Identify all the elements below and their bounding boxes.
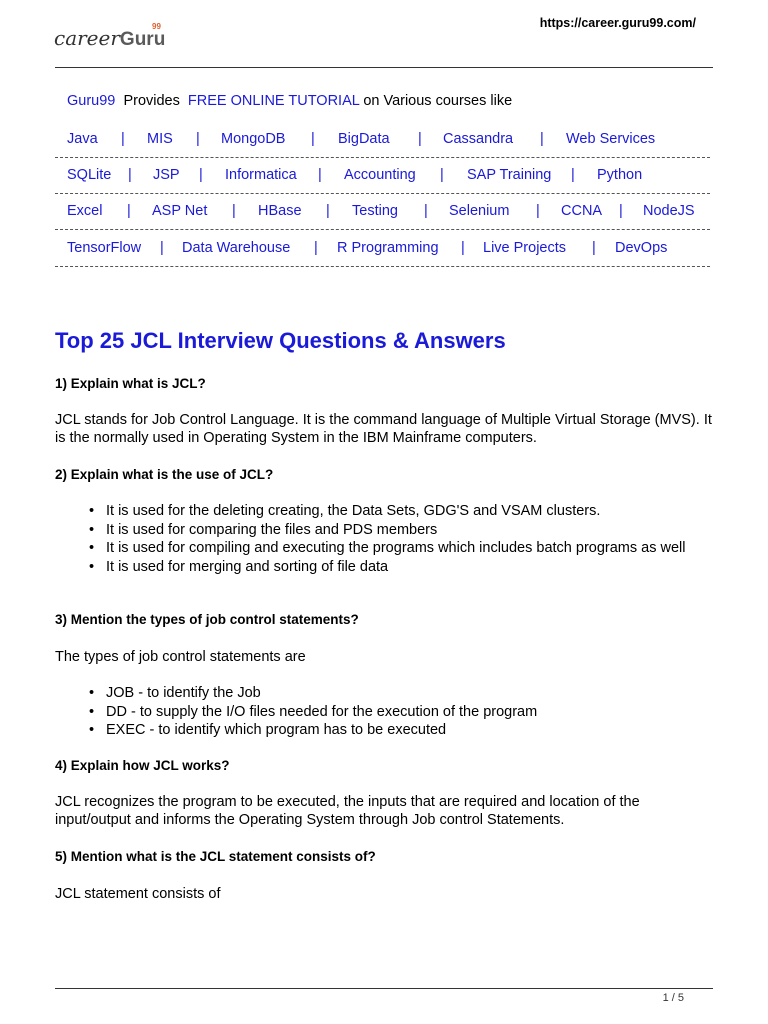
course-link-bigdata[interactable]: BigData xyxy=(338,131,390,147)
course-separator: | xyxy=(232,203,236,219)
intro-suffix: on Various courses like xyxy=(363,93,513,109)
page-title: Top 25 JCL Interview Questions & Answers xyxy=(55,328,506,353)
course-link-excel[interactable]: Excel xyxy=(67,203,103,219)
course-link-ccna[interactable]: CCNA xyxy=(561,203,603,219)
intro-provides: Provides xyxy=(123,93,180,109)
course-separator: | xyxy=(326,203,330,219)
header-divider xyxy=(55,67,713,68)
answer-3-intro: The types of job control statements are xyxy=(55,649,306,665)
course-link-informatica[interactable]: Informatica xyxy=(225,167,297,183)
course-link-accounting[interactable]: Accounting xyxy=(344,167,416,183)
course-link-java[interactable]: Java xyxy=(67,131,98,147)
course-link-mongodb[interactable]: MongoDB xyxy=(221,131,286,147)
course-link-cassandra[interactable]: Cassandra xyxy=(443,131,514,147)
course-separator: | xyxy=(540,131,544,147)
course-link-selenium[interactable]: Selenium xyxy=(449,203,510,219)
course-separator: | xyxy=(318,167,322,183)
list-item: • It is used for comparing the files and PDS members xyxy=(89,521,709,540)
question-2: 2) Explain what is the use of JCL? xyxy=(55,467,274,482)
intro-line xyxy=(67,93,512,109)
course-link-live-projects[interactable]: Live Projects xyxy=(483,240,567,256)
course-separator: | xyxy=(314,240,318,256)
answer-3-list xyxy=(89,684,709,740)
footer-divider xyxy=(55,988,713,989)
course-row-4 xyxy=(55,230,710,267)
course-link-sap-training[interactable]: SAP Training xyxy=(467,167,552,183)
course-separator: | xyxy=(196,131,200,147)
course-separator: | xyxy=(418,131,422,147)
course-link-tensorflow[interactable]: TensorFlow xyxy=(67,240,142,256)
answer-1: JCL stands for Job Control Language. It is the command language of Multiple Virtual Storage (MVS). It is the normally used in Operating System in the IBM Mainframe computers. xyxy=(55,412,712,446)
course-link-nodejs[interactable]: NodeJS xyxy=(643,203,695,219)
list-item: • It is used for compiling and executing the programs which includes batch programs as well xyxy=(89,539,709,558)
course-separator: | xyxy=(424,203,428,219)
course-separator: | xyxy=(440,167,444,183)
course-link-web-services[interactable]: Web Services xyxy=(566,131,656,147)
intro-free-tutorial-link[interactable]: FREE ONLINE TUTORIAL xyxy=(187,93,360,109)
course-separator: | xyxy=(127,203,131,219)
answer-4: JCL recognizes the program to be executed, the inputs that are required and location of the input/output and informs the Operating System through Job control Statements. xyxy=(55,794,640,828)
course-link-jsp[interactable]: JSP xyxy=(153,167,180,183)
answer-2-list xyxy=(89,502,709,576)
course-separator: | xyxy=(128,167,132,183)
course-link-asp-net[interactable]: ASP Net xyxy=(152,203,208,219)
question-1: 1) Explain what is JCL? xyxy=(55,376,206,391)
course-separator: | xyxy=(592,240,596,256)
intro-brand-link[interactable]: Guru99 xyxy=(67,93,116,109)
logo-career-text: career xyxy=(54,26,120,50)
list-item: • JOB - to identify the Job xyxy=(89,684,709,703)
list-item: • It is used for the deleting creating, the Data Sets, GDG'S and VSAM clusters. xyxy=(89,502,709,521)
answer-5: JCL statement consists of xyxy=(55,886,221,902)
list-item: • It is used for merging and sorting of file data xyxy=(89,558,709,577)
course-link-python[interactable]: Python xyxy=(597,167,643,183)
course-separator: | xyxy=(461,240,465,256)
course-link-data-warehouse[interactable]: Data Warehouse xyxy=(182,240,291,256)
question-4: 4) Explain how JCL works? xyxy=(55,758,230,773)
course-separator: | xyxy=(160,240,164,256)
careerguru-logo[interactable] xyxy=(54,22,184,54)
course-separator: | xyxy=(571,167,575,183)
page-number: 1 / 5 xyxy=(662,992,684,1004)
course-row-2 xyxy=(55,157,710,194)
question-3: 3) Mention the types of job control statements? xyxy=(55,612,359,627)
course-separator: | xyxy=(619,203,623,219)
header-url[interactable]: https://career.guru99.com/ xyxy=(539,16,696,30)
list-item: • DD - to supply the I/O files needed for the execution of the program xyxy=(89,703,709,722)
logo-superscript: 99 xyxy=(152,22,161,31)
course-link-mis[interactable]: MIS xyxy=(147,131,173,147)
course-separator: | xyxy=(199,167,203,183)
course-link-r-programming[interactable]: R Programming xyxy=(337,240,439,256)
logo-guru-text: Guru xyxy=(119,29,166,50)
course-separator: | xyxy=(121,131,125,147)
course-row-3 xyxy=(55,193,710,230)
question-5: 5) Mention what is the JCL statement consists of? xyxy=(55,849,376,864)
course-link-devops[interactable]: DevOps xyxy=(615,240,668,256)
course-link-hbase[interactable]: HBase xyxy=(258,203,302,219)
list-item: • EXEC - to identify which program has to be executed xyxy=(89,721,709,740)
course-separator: | xyxy=(536,203,540,219)
course-row-1 xyxy=(55,121,710,158)
course-separator: | xyxy=(311,131,315,147)
course-link-testing[interactable]: Testing xyxy=(352,203,398,219)
course-link-sqlite[interactable]: SQLite xyxy=(67,167,112,183)
